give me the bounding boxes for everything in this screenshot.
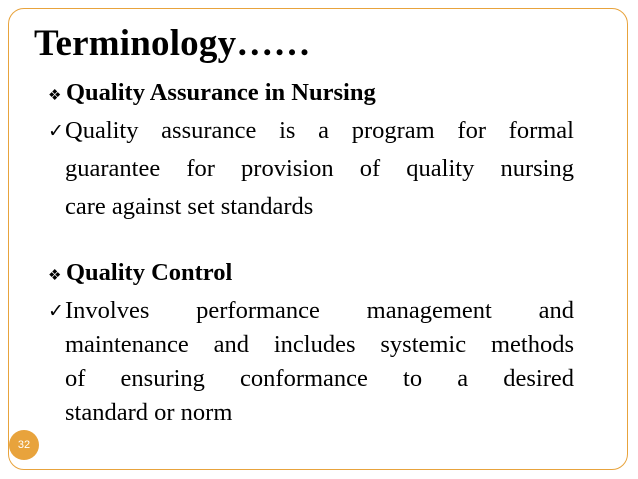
slide-title: Terminology…… (34, 23, 311, 64)
page-number-badge: 32 (9, 430, 39, 460)
paragraph-line: of ensuring conformance to a desired (65, 365, 574, 392)
check-bullet-icon: ✓ (48, 120, 64, 142)
paragraph-line: Involves performance management and (65, 297, 574, 324)
diamond-bullet-icon: ❖ (48, 88, 62, 104)
paragraph-line: standard or norm (65, 399, 233, 426)
section-heading-quality-control (48, 258, 574, 291)
diamond-bullet-icon: ❖ (48, 268, 62, 284)
check-bullet-icon: ✓ (48, 300, 64, 322)
section-heading-text: Quality Control (66, 259, 233, 286)
paragraph-line: maintenance and includes systemic methods (65, 331, 574, 358)
paragraph-line: care against set standards (65, 193, 314, 220)
paragraph-line: Quality assurance is a program for formal (65, 117, 574, 144)
section-heading-quality-assurance (48, 78, 574, 111)
paragraph-line: guarantee for provision of quality nursing (65, 155, 574, 182)
section-heading-text: Quality Assurance in Nursing (66, 79, 376, 106)
